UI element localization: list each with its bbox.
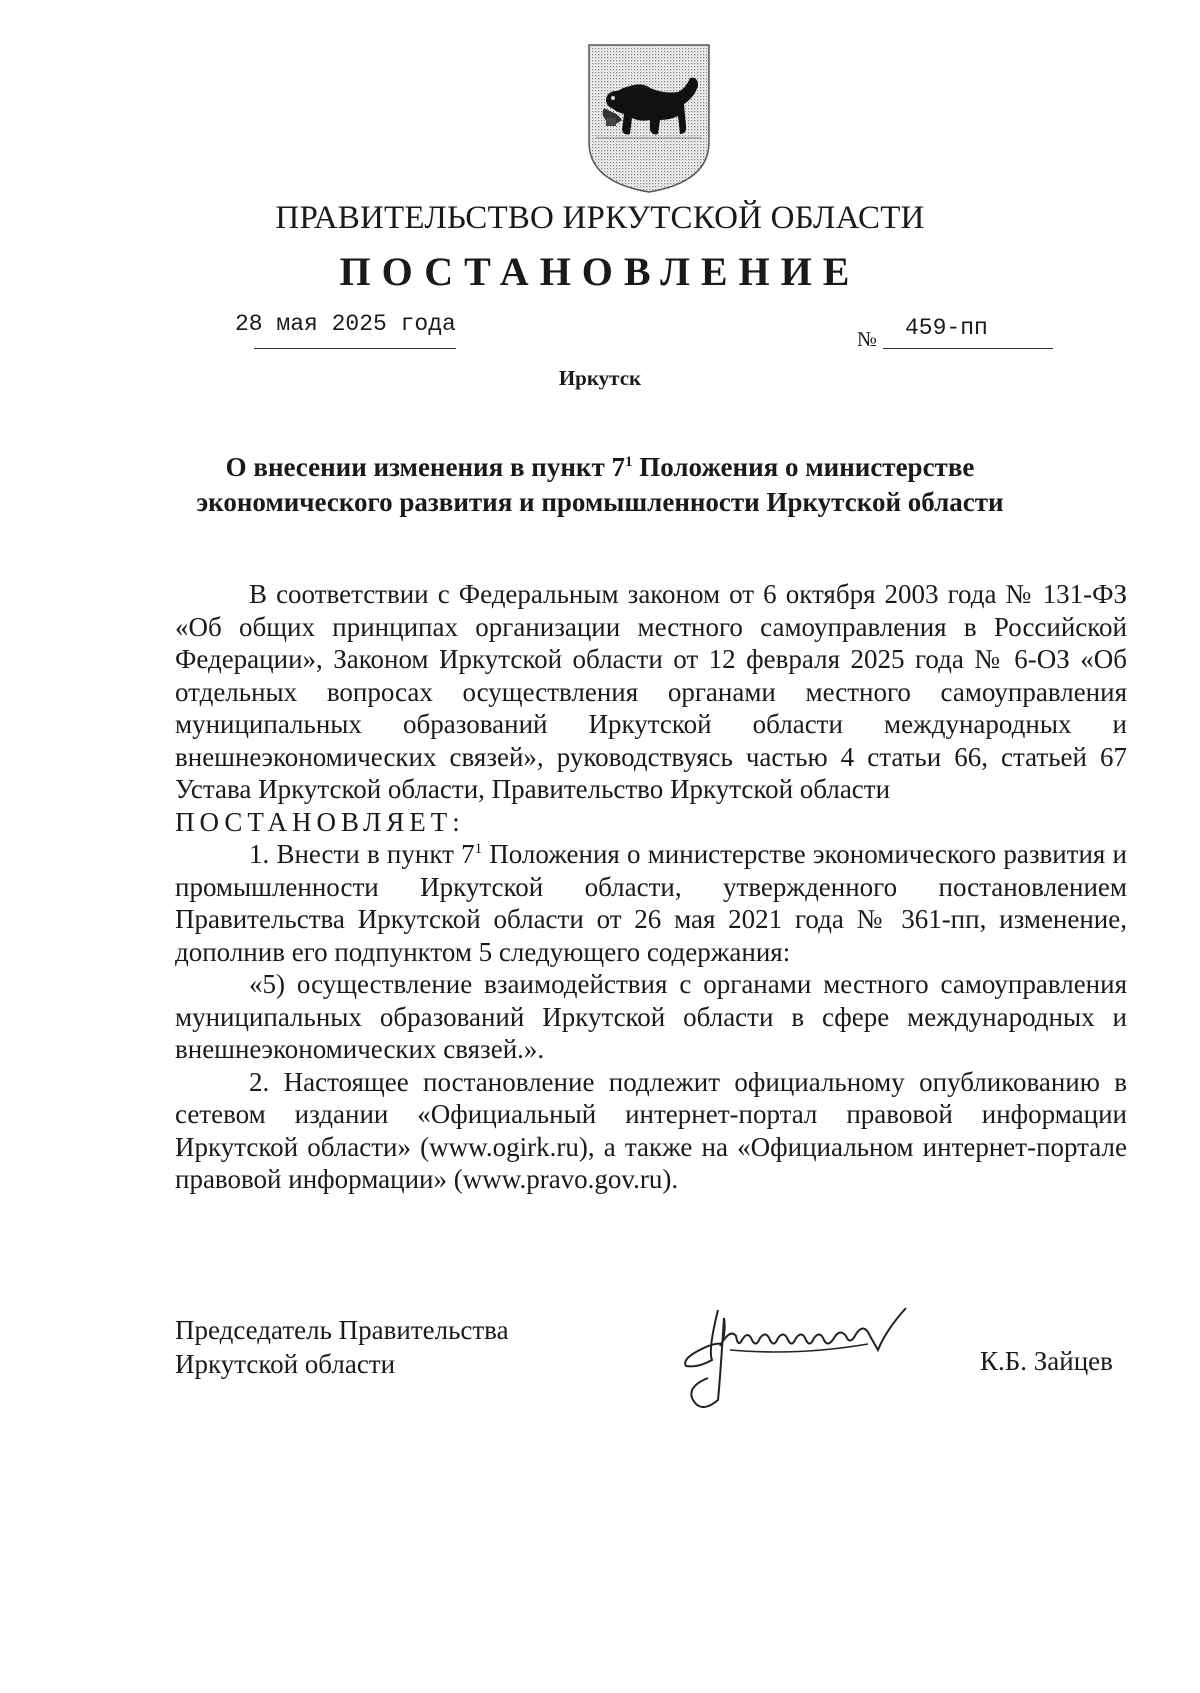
signer-position (175, 1313, 509, 1381)
subject-superscript: 1 (624, 454, 633, 470)
handwritten-signature-icon (678, 1290, 933, 1430)
city: Иркутск (558, 366, 642, 390)
item-2-paragraph: 2. Настоящее постановление подлежит официальному опубликованию в сетевом издании «Официальный интернет-портал правовой информации Иркутской области» (www.ogirk.ru), а также на «Официальном интернет-портале правовой информации» (www.pravo.gov.ru). (175, 1066, 1127, 1194)
subject-line-1 (180, 450, 1020, 485)
item-1-paragraph (175, 838, 1127, 968)
signer-position-line-1: Председатель Правительства (175, 1315, 509, 1345)
subject-text: О внесении изменения в пункт 7 (225, 452, 625, 482)
number-underline (883, 348, 1053, 349)
document-subject (180, 450, 1020, 520)
decree-word: ПОСТАНОВЛЯЕТ: (175, 806, 465, 837)
signer-position-line-2: Иркутской области (175, 1349, 396, 1379)
preamble-paragraph: В соответствии с Федеральным законом от 6 октября 2003 года № 131-ФЗ «Об общих принципах организации местного самоуправления в Российской Федерации», Законом Иркутской области от 12 февраля 2025 года № 6-ОЗ «Об отдельных вопросах осуществления органами местного самоуправления муниципальных образований Иркутской области международных и внешнеэкономических связей», руководствуясь частью 4 статьи 66, статьей 67 Устава Иркутской области, Правительство Иркутской области (175, 579, 1127, 804)
irkutsk-coat-of-arms-icon (586, 42, 712, 194)
document-body (175, 578, 1127, 1196)
item-1-text: 1. Внести в пункт 7 (249, 839, 475, 869)
subject-line-2: экономического развития и промышленности Иркутской области (196, 487, 1004, 517)
item-1-quote-paragraph: «5) осуществление взаимодействия с органами местного самоуправления муниципальных образований Иркутской области в сфере международных и внешнеэкономических связей.». (175, 969, 1127, 1064)
number-sign: № (857, 327, 878, 351)
document-date: 28 мая 2025 года (235, 311, 456, 337)
item-1-superscript: 1 (474, 841, 483, 857)
organization-title: ПРАВИТЕЛЬСТВО ИРКУТСКОЙ ОБЛАСТИ (275, 200, 925, 236)
document-type: ПОСТАНОВЛЕНИЕ (339, 249, 861, 294)
item-1-text-continued: Положения о министерстве экономического развития и промышленности Иркутской области, утвержденного постановлением Правительства Иркутской области от 26 мая 2021 года № 361-пп, изменение, дополнив его подпунктом 5 следующего содержания: (175, 839, 1127, 967)
subject-text-continued: Положения о министерстве (632, 452, 975, 482)
document-number: 459-пп (905, 315, 988, 341)
signer-name: К.Б. Зайцев (980, 1346, 1113, 1376)
date-underline (254, 348, 456, 349)
